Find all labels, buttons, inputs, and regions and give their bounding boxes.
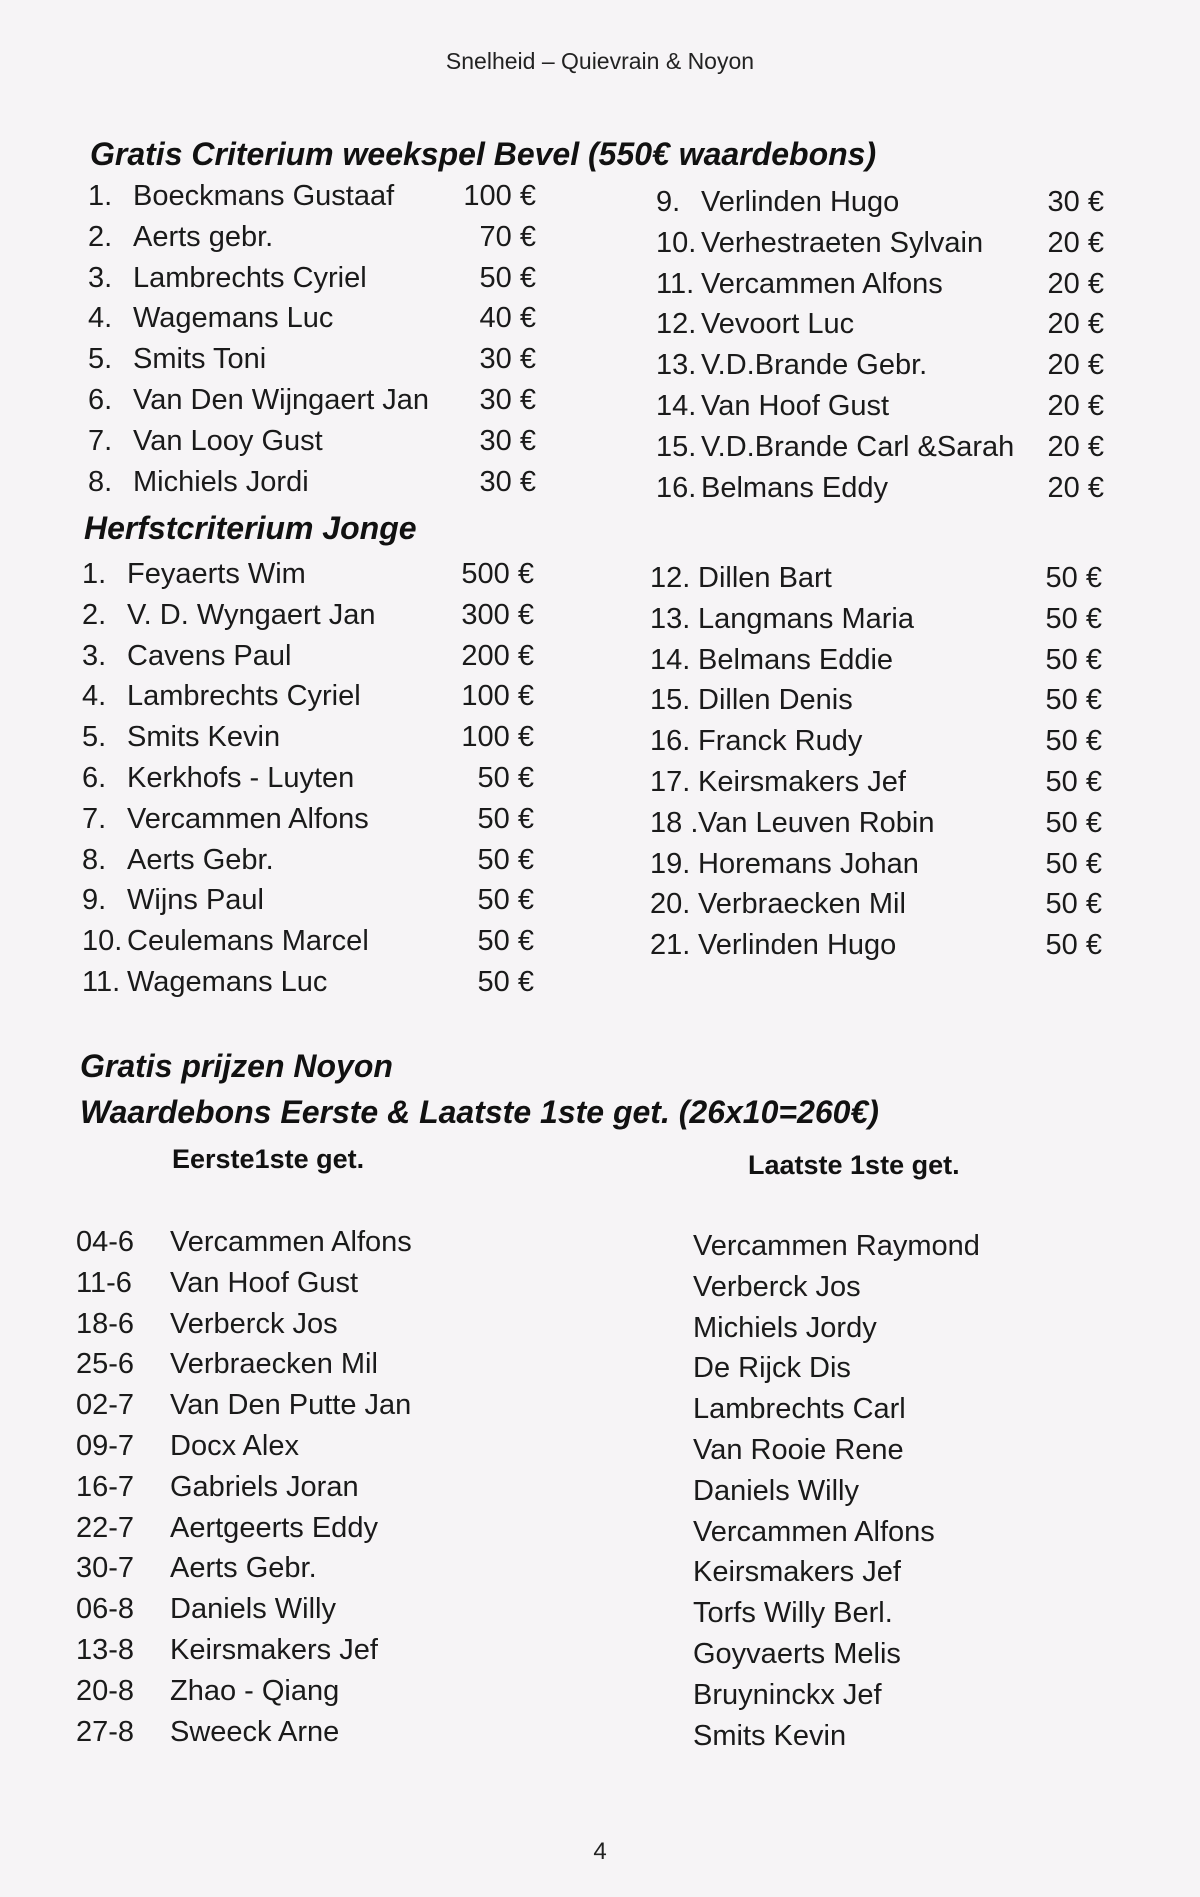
participant-name: De Rijck Dis: [693, 1352, 851, 1385]
prize-amount: 50 €: [1045, 806, 1102, 839]
list-item: [76, 1304, 496, 1345]
ranking-row: [656, 264, 1104, 305]
ranking-row: [650, 680, 1102, 721]
weekspel-list-right: [656, 182, 1104, 508]
participant-name: Keirsmakers Jef: [693, 1556, 901, 1589]
prize-amount: 20 €: [1047, 349, 1104, 382]
prize-amount: 50 €: [477, 843, 534, 876]
rank-number: 16.: [656, 471, 697, 504]
ranking-row: [650, 762, 1102, 803]
participant-name: Lambrechts Cyriel: [133, 261, 367, 294]
ranking-row: [88, 298, 536, 339]
rank-number: 4.: [82, 680, 107, 713]
participant-name: Dillen Bart: [698, 562, 832, 594]
participant-name: Daniels Willy: [170, 1593, 336, 1626]
race-date: 18-6: [76, 1307, 135, 1340]
participant-name: Vercammen Alfons: [127, 802, 369, 835]
prize-amount: 50 €: [1045, 684, 1102, 717]
ranking-row: [82, 840, 534, 881]
list-item: [76, 1589, 496, 1630]
rank-number: 8.: [88, 465, 113, 498]
rank-number: 12.: [656, 308, 697, 341]
participant-name: Van Leuven Robin: [698, 806, 935, 839]
participant-name: Kerkhofs - Luyten: [127, 761, 355, 794]
participant-name: Aertgeerts Eddy: [170, 1511, 378, 1544]
participant-name: Boeckmans Gustaaf: [133, 180, 395, 212]
rank-number: 15.: [650, 684, 691, 717]
rank-number: 12.: [650, 562, 691, 594]
rank-number: 20.: [650, 888, 691, 921]
weekspel-list-left: [88, 176, 536, 502]
race-date: 27-8: [76, 1715, 135, 1748]
prize-amount: 50 €: [1045, 562, 1102, 594]
list-item: [693, 1634, 1113, 1675]
participant-name: Belmans Eddy: [701, 471, 888, 504]
list-item: [76, 1671, 496, 1712]
list-item: [76, 1426, 496, 1467]
participant-name: Smits Kevin: [693, 1719, 847, 1752]
ranking-row: [88, 217, 536, 258]
rank-number: 8.: [82, 843, 107, 876]
participant-name: Van Den Wijngaert Jan: [133, 383, 430, 416]
rank-number: 18 .: [650, 806, 699, 839]
ranking-row: [656, 345, 1104, 386]
participant-name: Smits Toni: [133, 343, 267, 376]
list-item: [76, 1385, 496, 1426]
participant-name: Daniels Willy: [693, 1474, 859, 1507]
participant-name: Keirsmakers Jef: [170, 1633, 378, 1666]
rank-number: 13.: [650, 602, 691, 635]
prize-amount: 50 €: [1045, 643, 1102, 676]
participant-name: Verberck Jos: [170, 1307, 338, 1340]
prize-amount: 50 €: [1045, 929, 1102, 962]
participant-name: Aerts gebr.: [133, 220, 274, 253]
rank-number: 1.: [82, 558, 107, 590]
participant-name: Ceulemans Marcel: [127, 925, 369, 958]
prize-amount: 50 €: [477, 884, 534, 917]
prize-amount: 50 €: [479, 261, 536, 294]
ranking-row: [82, 676, 534, 717]
list-item: [693, 1471, 1113, 1512]
rank-number: 7.: [82, 802, 107, 835]
ranking-row: [82, 799, 534, 840]
race-date: 22-7: [76, 1511, 135, 1544]
participant-name: Verbraecken Mil: [170, 1348, 378, 1381]
participant-name: Wijns Paul: [127, 884, 264, 917]
ranking-row: [88, 380, 536, 421]
participant-name: Feyaerts Wim: [127, 558, 306, 590]
list-item: [76, 1467, 496, 1508]
participant-name: Michiels Jordy: [693, 1311, 877, 1344]
participant-name: Cavens Paul: [127, 639, 292, 672]
list-item: [76, 1508, 496, 1549]
participant-name: Vercammen Alfons: [701, 267, 943, 300]
participant-name: Lambrechts Cyriel: [127, 680, 361, 713]
ranking-row: [82, 921, 534, 962]
prize-amount: 20 €: [1047, 389, 1104, 422]
rank-number: 7.: [88, 424, 113, 457]
list-item: [693, 1308, 1113, 1349]
participant-name: Aerts Gebr.: [127, 843, 274, 876]
participant-name: Sweeck Arne: [170, 1715, 340, 1748]
eerste-column-header: Eerste1ste get.: [172, 1144, 365, 1174]
prize-amount: 500 €: [461, 558, 534, 590]
rank-number: 17.: [650, 765, 691, 798]
page-header: Snelheid – Quievrain & Noyon: [445, 48, 755, 74]
list-item: [76, 1548, 496, 1589]
ranking-row: [650, 925, 1102, 966]
rank-number: 19.: [650, 847, 691, 880]
prize-amount: 50 €: [477, 802, 534, 835]
participant-name: Smits Kevin: [127, 721, 281, 754]
rank-number: 11.: [82, 965, 121, 998]
list-item: [693, 1593, 1113, 1634]
herfst-list-left: [82, 554, 534, 1003]
noyon-subtitle: Waardebons Eerste & Laatste 1ste get. (26x10=260€): [80, 1094, 879, 1130]
rank-number: 9.: [82, 884, 107, 917]
ranking-row: [650, 640, 1102, 681]
page-number: 4: [593, 1838, 607, 1865]
prize-amount: 30 €: [479, 424, 536, 457]
prize-amount: 300 €: [461, 598, 534, 631]
prize-amount: 50 €: [477, 761, 534, 794]
prize-amount: 20 €: [1047, 226, 1104, 259]
prize-amount: 20 €: [1047, 430, 1104, 463]
rank-number: 9.: [656, 186, 681, 218]
participant-name: Dillen Denis: [698, 684, 853, 717]
ranking-row: [82, 595, 534, 636]
prize-amount: 50 €: [1045, 847, 1102, 880]
prize-amount: 20 €: [1047, 471, 1104, 504]
weekspel-title: Gratis Criterium weekspel Bevel (550€ waardebons): [90, 136, 877, 172]
list-item: [693, 1430, 1113, 1471]
ranking-row: [88, 462, 536, 503]
participant-name: Michiels Jordi: [133, 465, 309, 498]
rank-number: 11.: [656, 267, 695, 300]
rank-number: 3.: [88, 261, 113, 294]
prize-amount: 200 €: [461, 639, 534, 672]
list-item: [76, 1222, 496, 1263]
participant-name: Van Hoof Gust: [701, 389, 890, 422]
prize-amount: 50 €: [1045, 725, 1102, 758]
rank-number: 6.: [82, 761, 107, 794]
ranking-row: [656, 182, 1104, 223]
race-date: 25-6: [76, 1348, 135, 1381]
rank-number: 14.: [656, 389, 697, 422]
list-item: [76, 1263, 496, 1304]
participant-name: Vevoort Luc: [701, 308, 855, 341]
rank-number: 1.: [88, 180, 113, 212]
ranking-row: [656, 304, 1104, 345]
ranking-row: [656, 427, 1104, 468]
participant-name: Gabriels Joran: [170, 1470, 359, 1503]
participant-name: Van Looy Gust: [133, 424, 323, 457]
prize-amount: 50 €: [477, 925, 534, 958]
participant-name: Vercammen Raymond: [693, 1230, 980, 1262]
prize-amount: 20 €: [1047, 308, 1104, 341]
list-item: [693, 1512, 1113, 1553]
list-item: [76, 1630, 496, 1671]
rank-number: 10.: [656, 226, 697, 259]
ranking-row: [82, 717, 534, 758]
participant-name: Keirsmakers Jef: [698, 765, 906, 798]
ranking-row: [650, 844, 1102, 885]
eerste-list: [76, 1222, 496, 1752]
race-date: 20-8: [76, 1674, 135, 1707]
prize-amount: 100 €: [461, 721, 534, 754]
ranking-row: [656, 223, 1104, 264]
list-item: [76, 1344, 496, 1385]
participant-name: Torfs Willy Berl.: [693, 1597, 893, 1630]
participant-name: Van Hoof Gust: [170, 1266, 359, 1299]
rank-number: 14.: [650, 643, 691, 676]
prize-amount: 40 €: [479, 302, 536, 335]
rank-number: 10.: [82, 925, 123, 958]
race-date: 04-6: [76, 1226, 135, 1258]
race-date: 16-7: [76, 1470, 135, 1503]
prize-amount: 50 €: [1045, 888, 1102, 921]
prize-amount: 30 €: [1047, 186, 1104, 218]
participant-name: Van Den Putte Jan: [170, 1389, 412, 1422]
ranking-row: [650, 884, 1102, 925]
list-item: [693, 1226, 1113, 1267]
rank-number: 3.: [82, 639, 107, 672]
rank-number: 15.: [656, 430, 697, 463]
noyon-title: Gratis prijzen Noyon: [80, 1048, 393, 1084]
participant-name: Zhao - Qiang: [170, 1674, 340, 1707]
participant-name: Verhestraeten Sylvain: [701, 226, 984, 259]
ranking-row: [82, 554, 534, 595]
prize-amount: 20 €: [1047, 267, 1104, 300]
participant-name: Van Rooie Rene: [693, 1433, 904, 1466]
participant-name: Goyvaerts Melis: [693, 1637, 901, 1670]
participant-name: V.D.Brande Gebr.: [701, 349, 928, 382]
race-date: 09-7: [76, 1429, 135, 1462]
prize-amount: 70 €: [479, 220, 536, 253]
list-item: [693, 1716, 1113, 1757]
list-item: [693, 1675, 1113, 1716]
ranking-row: [88, 421, 536, 462]
rank-number: 2.: [88, 220, 113, 253]
participant-name: Belmans Eddie: [698, 643, 894, 676]
ranking-row: [656, 386, 1104, 427]
participant-name: Verberck Jos: [693, 1270, 861, 1303]
participant-name: V.D.Brande Carl &Sarah: [701, 430, 1015, 463]
ranking-row: [82, 758, 534, 799]
herfst-list-right: [650, 558, 1102, 966]
participant-name: Verbraecken Mil: [698, 888, 906, 921]
rank-number: 5.: [82, 721, 107, 754]
list-item: [693, 1348, 1113, 1389]
ranking-row: [82, 962, 534, 1003]
participant-name: Wagemans Luc: [127, 965, 328, 998]
participant-name: Lambrechts Carl: [693, 1393, 906, 1426]
ranking-row: [88, 176, 536, 217]
participant-name: Aerts Gebr.: [170, 1552, 317, 1585]
herfst-title: Herfstcriterium Jonge: [84, 510, 417, 546]
participant-name: Verlinden Hugo: [701, 186, 900, 218]
race-date: 06-8: [76, 1593, 135, 1626]
participant-name: Docx Alex: [170, 1429, 299, 1462]
rank-number: 5.: [88, 343, 113, 376]
participant-name: Langmans Maria: [698, 602, 914, 635]
ranking-row: [650, 599, 1102, 640]
ranking-row: [656, 468, 1104, 509]
participant-name: Franck Rudy: [698, 725, 863, 758]
rank-number: 21.: [650, 929, 691, 962]
list-item: [693, 1389, 1113, 1430]
ranking-row: [88, 258, 536, 299]
participant-name: Vercammen Alfons: [693, 1515, 935, 1548]
prize-amount: 30 €: [479, 465, 536, 498]
rank-number: 2.: [82, 598, 107, 631]
prize-amount: 50 €: [1045, 765, 1102, 798]
race-date: 30-7: [76, 1552, 135, 1585]
participant-name: Verlinden Hugo: [698, 929, 897, 962]
race-date: 11-6: [76, 1266, 132, 1299]
prize-amount: 100 €: [463, 180, 536, 212]
race-date: 13-8: [76, 1633, 135, 1666]
ranking-row: [650, 803, 1102, 844]
rank-number: 16.: [650, 725, 691, 758]
participant-name: V. D. Wyngaert Jan: [127, 598, 376, 631]
prize-amount: 50 €: [477, 965, 534, 998]
participant-name: Bruyninckx Jef: [693, 1678, 882, 1711]
laatste-list: [693, 1226, 1113, 1756]
rank-number: 13.: [656, 349, 697, 382]
ranking-row: [650, 721, 1102, 762]
rank-number: 4.: [88, 302, 113, 335]
prize-amount: 100 €: [461, 680, 534, 713]
rank-number: 6.: [88, 383, 113, 416]
prize-amount: 30 €: [479, 383, 536, 416]
list-item: [693, 1267, 1113, 1308]
laatste-column-header: Laatste 1ste get.: [748, 1150, 960, 1180]
list-item: [76, 1712, 496, 1753]
ranking-row: [82, 880, 534, 921]
list-item: [693, 1552, 1113, 1593]
participant-name: Horemans Johan: [698, 847, 919, 880]
ranking-row: [82, 636, 534, 677]
participant-name: Wagemans Luc: [133, 302, 334, 335]
prize-amount: 50 €: [1045, 602, 1102, 635]
race-date: 02-7: [76, 1389, 135, 1422]
ranking-row: [88, 339, 536, 380]
ranking-row: [650, 558, 1102, 599]
prize-amount: 30 €: [479, 343, 536, 376]
participant-name: Vercammen Alfons: [170, 1226, 412, 1258]
